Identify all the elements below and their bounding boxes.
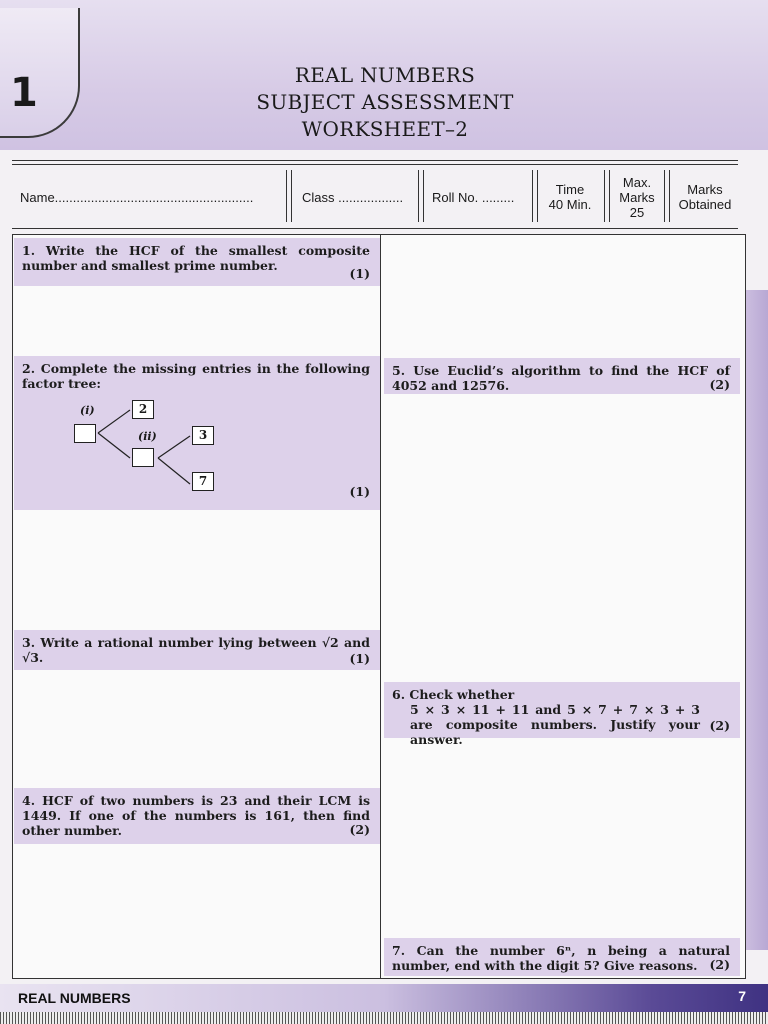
info-rule-bottom — [12, 228, 738, 229]
roll-label: Roll No. ......... — [432, 189, 515, 205]
title-line-2: SUBJECT ASSESSMENT — [256, 90, 514, 114]
name-field[interactable] — [20, 168, 282, 226]
question-7-text: 7. Can the number 6ⁿ, n being a natural number, end with the digit 5? Give reasons. — [392, 943, 730, 973]
column-divider — [380, 234, 381, 979]
max-marks-cell — [614, 168, 660, 226]
page-number: 7 — [738, 988, 746, 1004]
question-2-text: 2. Complete the missing entries in the following factor tree: — [22, 361, 370, 391]
factor-tree-label-i: (i) — [80, 404, 95, 417]
question-3-marks: (1) — [349, 651, 370, 666]
chapter-number: 1 — [10, 70, 38, 116]
title-block — [200, 62, 570, 143]
factor-tree-blank-i[interactable] — [74, 424, 96, 443]
roll-field[interactable] — [432, 168, 532, 226]
question-6-marks: (2) — [709, 718, 730, 733]
max-marks-label-1: Max. — [622, 174, 652, 190]
time-cell — [540, 168, 600, 226]
footer-chapter-title: REAL NUMBERS — [18, 990, 131, 1006]
factor-tree-box-3: 3 — [192, 426, 214, 445]
factor-tree-blank-ii[interactable] — [132, 448, 154, 467]
right-edge-tab — [744, 290, 768, 950]
divider — [286, 170, 292, 222]
student-info-row — [12, 168, 738, 226]
question-4-marks: (2) — [349, 822, 370, 837]
question-7-marks: (2) — [709, 957, 730, 972]
question-6-text: 6. Check whether — [392, 687, 515, 702]
question-1-marks: (1) — [349, 266, 370, 281]
question-6-text-2: 5 × 3 × 11 + 11 and 5 × 7 + 7 × 3 + 3 are composite numbers. Justify your answer. — [410, 702, 700, 747]
info-rule-top — [12, 160, 738, 161]
factor-tree-box-7: 7 — [192, 472, 214, 491]
question-6 — [384, 682, 740, 747]
question-3 — [14, 630, 380, 670]
title-line-3: WORKSHEET–2 — [301, 117, 469, 141]
question-5 — [384, 358, 740, 394]
question-1 — [14, 238, 380, 286]
question-7 — [384, 938, 740, 976]
time-label: Time — [555, 182, 585, 197]
question-3-text: 3. Write a rational number lying between √2 and √3. — [22, 635, 370, 665]
divider — [664, 170, 670, 222]
info-rule-top-2 — [12, 164, 738, 165]
max-marks-value: 25 — [629, 204, 645, 220]
question-2-marks: (1) — [349, 484, 370, 499]
factor-tree-label-ii: (ii) — [138, 430, 157, 443]
question-4 — [14, 788, 380, 844]
factor-tree-box-2: 2 — [132, 400, 154, 419]
marks-obtained-cell[interactable] — [674, 168, 736, 226]
marks-obtained-label-1: Marks — [687, 182, 723, 197]
footer-strip — [0, 1012, 768, 1024]
max-marks-label-2: Marks — [619, 189, 655, 205]
class-field[interactable] — [302, 168, 414, 226]
divider — [604, 170, 610, 222]
title-line-1: REAL NUMBERS — [294, 63, 476, 87]
class-label: Class .................. — [302, 189, 404, 205]
divider — [532, 170, 538, 222]
divider — [418, 170, 424, 222]
question-4-text: 4. HCF of two numbers is 23 and their LCM is 1449. If one of the numbers is 161, then find other number. — [22, 793, 370, 838]
question-5-marks: (2) — [709, 377, 730, 392]
time-value: 40 Min. — [548, 197, 592, 212]
marks-obtained-label-2: Obtained — [678, 197, 732, 212]
question-grid — [12, 234, 746, 979]
question-1-text: 1. Write the HCF of the smallest composite number and smallest prime number. — [22, 243, 370, 273]
question-5-text: 5. Use Euclid’s algorithm to find the HCF of 4052 and 12576. — [392, 363, 731, 393]
name-label: Name....................................................... — [20, 189, 254, 205]
